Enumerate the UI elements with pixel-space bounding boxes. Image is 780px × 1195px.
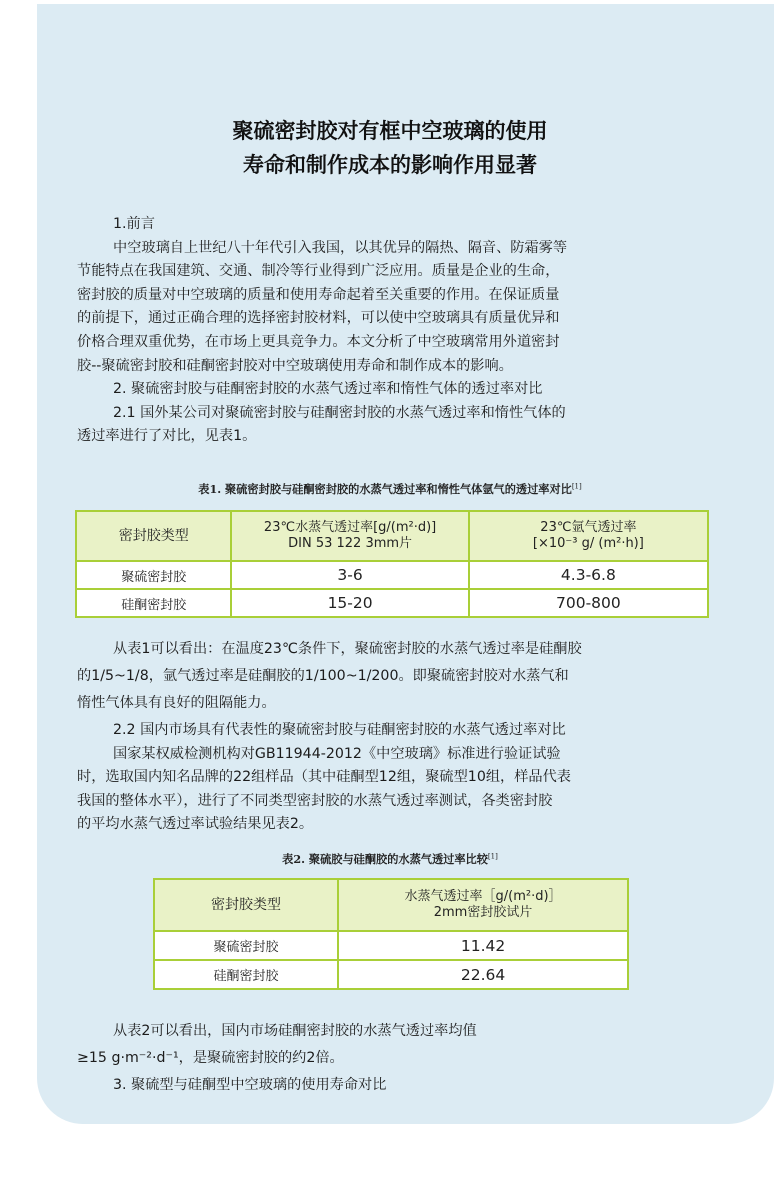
header-cell: 23℃水蒸气透过率[g/(m²·d)] DIN 53 122 3mm片 xyxy=(231,511,468,561)
table-row xyxy=(76,561,708,589)
table-cell: 硅酮密封胶 xyxy=(76,589,231,617)
analysis-line: 惰性气体具有良好的阻隔能力。 xyxy=(77,695,276,711)
intro-line: 密封胶的质量对中空玻璃的质量和使用寿命起着至关重要的作用。在保证质量 xyxy=(77,286,560,303)
section-2-2-line: 我国的整体水平），进行了不同类型密封胶的水蒸气透过率测试，各类密封胶 xyxy=(77,792,553,809)
intro-line: 中空玻璃自上世纪八十年代引入我国，以其优异的隔热、隔音、防霜雾等 xyxy=(113,239,568,256)
table-1 xyxy=(75,510,709,618)
table-2-caption: 表2. 聚硫胶与硅酮胶的水蒸气透过率比较[1] xyxy=(282,852,498,866)
intro-section xyxy=(77,213,717,449)
analysis-line: 的1/5~1/8，氩气透过率是硅酮胶的1/100~1/200。即聚硫密封胶对水蒸气和 xyxy=(77,668,569,684)
table-2-analysis xyxy=(77,1018,717,1099)
analysis-line: ≥15 g·m⁻²·d⁻¹，是聚硫密封胶的约2倍。 xyxy=(77,1050,344,1066)
table-1-analysis xyxy=(77,636,717,837)
header-cell: 密封胶类型 xyxy=(154,879,338,931)
title-line-1: 聚硫密封胶对有框中空玻璃的使用 xyxy=(232,119,548,143)
table-cell: 700-800 xyxy=(469,589,708,617)
article-title xyxy=(0,114,780,182)
table-cell: 15-20 xyxy=(231,589,468,617)
intro-line: 的前提下，通过正确合理的选择密封胶材料，可以使中空玻璃具有质量优异和 xyxy=(77,310,560,327)
table-cell: 聚硫密封胶 xyxy=(154,931,338,960)
section-2-2-line: 时，选取国内知名品牌的22组样品（其中硅酮型12组，聚硫型10组，样品代表 xyxy=(77,769,571,786)
table-cell: 22.64 xyxy=(338,960,628,989)
section-2-1-line: 透过率进行了对比，见表1。 xyxy=(77,428,257,445)
table-header-row xyxy=(76,511,708,561)
header-cell: 水蒸气透过率［g/(m²·d)］ 2mm密封胶试片 xyxy=(338,879,628,931)
section-2-2-line: 的平均水蒸气透过率试验结果见表2。 xyxy=(77,816,314,833)
table-1-caption: 表1. 聚硫密封胶与硅酮密封胶的水蒸气透过率和惰性气体氩气的透过率对比[1] xyxy=(198,482,582,496)
header-cell: 密封胶类型 xyxy=(76,511,231,561)
header-cell: 23℃氩气透过率 [×10⁻³ g/ (m²·h)] xyxy=(469,511,708,561)
intro-line: 节能特点在我国建筑、交通、制冷等行业得到广泛应用。质量是企业的生命， xyxy=(77,263,560,280)
table-cell: 聚硫密封胶 xyxy=(76,561,231,589)
analysis-line: 从表1可以看出：在温度23℃条件下，聚硫密封胶的水蒸气透过率是硅酮胶 xyxy=(113,641,582,657)
table-row xyxy=(76,589,708,617)
analysis-line: 从表2可以看出，国内市场硅酮密封胶的水蒸气透过率均值 xyxy=(113,1023,477,1039)
table-cell: 3-6 xyxy=(231,561,468,589)
table-2 xyxy=(153,878,629,990)
citation-ref: [1] xyxy=(571,482,582,491)
table-row xyxy=(154,931,628,960)
section-2-heading: 2. 聚硫密封胶与硅酮密封胶的水蒸气透过率和惰性气体的透过率对比 xyxy=(113,381,543,398)
table-row xyxy=(154,960,628,989)
section-1-heading: 1.前言 xyxy=(113,216,155,232)
intro-line: 胶--聚硫密封胶和硅酮密封胶对中空玻璃使用寿命和制作成本的影响。 xyxy=(77,357,513,374)
section-2-2-line: 国家某权威检测机构对GB11944-2012《中空玻璃》标准进行验证试验 xyxy=(113,745,561,762)
table-cell: 硅酮密封胶 xyxy=(154,960,338,989)
table-header-row xyxy=(154,879,628,931)
intro-line: 价格合理双重优势，在市场上更具竞争力。本文分析了中空玻璃常用外道密封 xyxy=(77,333,560,350)
section-2-1-line: 2.1 国外某公司对聚硫密封胶与硅酮密封胶的水蒸气透过率和惰性气体的 xyxy=(113,404,566,421)
table-cell: 4.3-6.8 xyxy=(469,561,708,589)
section-2-2-heading: 2.2 国内市场具有代表性的聚硫密封胶与硅酮密封胶的水蒸气透过率对比 xyxy=(113,722,566,738)
citation-ref: [1] xyxy=(487,852,498,861)
section-3-heading: 3. 聚硫型与硅酮型中空玻璃的使用寿命对比 xyxy=(113,1077,387,1093)
table-cell: 11.42 xyxy=(338,931,628,960)
title-line-2: 寿命和制作成本的影响作用显著 xyxy=(243,153,537,177)
